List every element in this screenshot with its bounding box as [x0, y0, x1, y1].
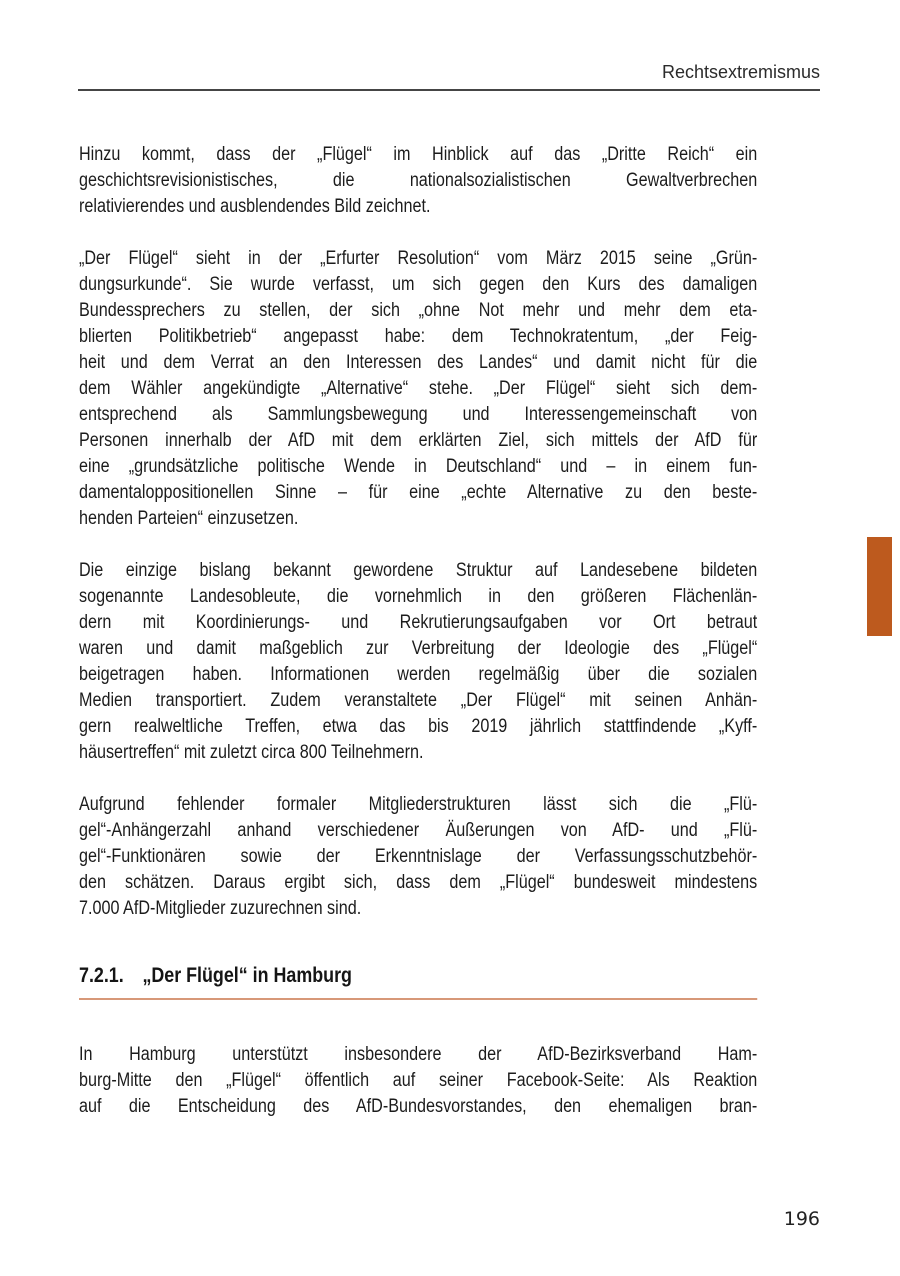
paragraph: [79, 1042, 757, 1120]
text-line: Medien transportiert. Zudem veranstaltete „Der Flügel“ mit seinen Anhän-: [79, 690, 758, 711]
header-chapter-label: Rechtsextremismus: [661, 62, 820, 82]
text-line: gel“-Anhängerzahl anhand verschiedener Äußerungen von AfD- und „Flü-: [79, 820, 758, 841]
section-heading-title: „Der Flügel“ in Hamburg: [142, 964, 352, 987]
text-line: gel“-Funktionären sowie der Erkenntnislage der Verfassungsschutzbehör-: [79, 846, 758, 867]
paragraph-group-before-heading: [79, 142, 757, 922]
text-line: relativierendes und ausblendendes Bild zeichnet.: [79, 196, 431, 217]
section-heading-number: 7.2.1.: [79, 964, 124, 987]
paragraph-group-after-heading: [79, 1042, 757, 1120]
text-line: beigetragen haben. Informationen werden regelmäßig über die sozialen: [79, 664, 758, 685]
text-line: den schätzen. Daraus ergibt sich, dass dem „Flügel“ bundesweit mindestens: [79, 872, 758, 893]
text-line: entsprechend als Sammlungsbewegung und Interessengemeinschaft von: [79, 404, 758, 425]
text-line: Aufgrund fehlender formaler Mitgliederstrukturen lässt sich die „Flü-: [79, 794, 758, 815]
text-line: 7.000 AfD-Mitglieder zuzurechnen sind.: [79, 898, 362, 919]
text-line: geschichtsrevisionistisches, die nationalsozialistischen Gewaltverbrechen: [79, 170, 758, 191]
text-line: blierten Politikbetrieb“ angepasst habe: dem Technokratentum, „der Feig-: [79, 326, 758, 347]
text-line: Die einzige bislang bekannt gewordene Struktur auf Landesebene bildeten: [79, 560, 758, 581]
chapter-edge-tab: [867, 537, 892, 636]
body-text-block: [79, 142, 757, 1120]
paragraph: [79, 246, 757, 532]
text-line: dem Wähler angekündigte „Alternative“ stehe. „Der Flügel“ sieht sich dem-: [79, 378, 758, 399]
text-line: dungsurkunde“. Sie wurde verfasst, um sich gegen den Kurs des damaligen: [79, 274, 758, 295]
text-line: dern mit Koordinierungs- und Rekrutierungsaufgaben vor Ort betraut: [79, 612, 758, 633]
text-line: Personen innerhalb der AfD mit dem erklärten Ziel, sich mittels der AfD für: [79, 430, 758, 451]
text-line: Hinzu kommt, dass der „Flügel“ im Hinblick auf das „Dritte Reich“ ein: [79, 144, 758, 165]
text-line: eine „grundsätzliche politische Wende in Deutschland“ und – in einem fun-: [79, 456, 758, 477]
text-line: „Der Flügel“ sieht in der „Erfurter Resolution“ vom März 2015 seine „Grün-: [79, 248, 758, 269]
text-line: damentaloppositionellen Sinne – für eine „echte Alternative zu den beste-: [79, 482, 758, 503]
text-line: häusertreffen“ mit zuletzt circa 800 Teilnehmern.: [79, 742, 424, 763]
text-line: burg-Mitte den „Flügel“ öffentlich auf seiner Facebook-Seite: Als Reaktion: [79, 1070, 758, 1091]
text-line: Bundessprechers zu stellen, der sich „ohne Not mehr und mehr dem eta-: [79, 300, 758, 321]
page-number: 196: [783, 1208, 820, 1230]
paragraph: [79, 142, 757, 220]
text-line: sogenannte Landesobleute, die vornehmlich in den größeren Flächenlän-: [79, 586, 758, 607]
text-line: In Hamburg unterstützt insbesondere der AfD-Bezirksverband Ham-: [79, 1044, 758, 1065]
text-line: auf die Entscheidung des AfD-Bundesvorstandes, den ehemaligen bran-: [79, 1096, 758, 1117]
text-line: henden Parteien“ einzusetzen.: [79, 508, 299, 529]
paragraph: [79, 792, 757, 922]
text-line: gern realweltliche Treffen, etwa das bis 2019 jährlich stattfindende „Kyff-: [79, 716, 758, 737]
text-line: heit und dem Verrat an den Interessen des Landes“ und damit nicht für die: [79, 352, 758, 373]
running-header: [78, 62, 820, 91]
text-line: waren und damit maßgeblich zur Verbreitung der Ideologie des „Flügel“: [79, 638, 758, 659]
section-heading: [79, 962, 757, 1000]
paragraph: [79, 558, 757, 766]
